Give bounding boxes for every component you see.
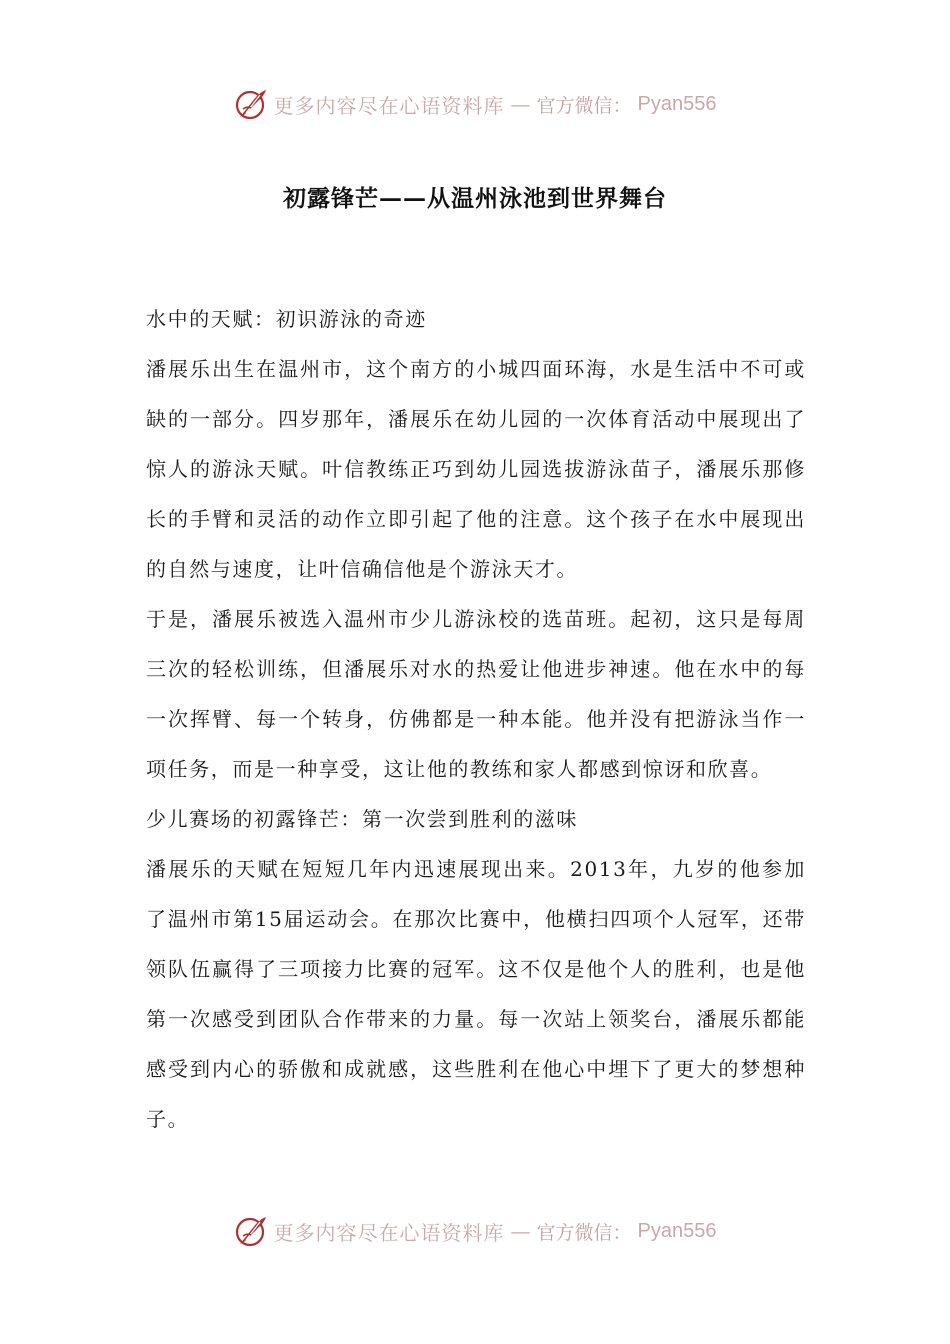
paragraph-2: 于是，潘展乐被选入温州市少儿游泳校的选苗班。起初，这只是每周三次的轻松训练，但潘展乐对水的热爱让他进步神速。他在水中的每一次挥臂、每一个转身，仿佛都是一种本能。他并没有把游泳当作一项任务，而是一种享受，这让他的教练和家人都感到惊讶和欣喜。 bbox=[146, 607, 806, 781]
section-heading-1: 水中的天赋：初识游泳的奇迹 bbox=[146, 307, 427, 331]
paragraph-3: 潘展乐的天赋在短短几年内迅速展现出来。2013年，九岁的他参加了温州市第15届运动会。在那次比赛中，他横扫四项个人冠军，还带领队伍赢得了三项接力比赛的冠军。这不仅是他个人的胜利，也是他第一次感受到团队合作带来的力量。每一次站上领奖台，潘展乐都能感受到内心的骄傲和成就感，这些胜利在他心中埋下了更大的梦想种子。 bbox=[146, 857, 806, 1131]
watermark-footer bbox=[0, 1211, 950, 1251]
document-body bbox=[146, 294, 806, 1144]
watermark-wechat-label: 官方微信： bbox=[536, 1221, 632, 1244]
watermark-text: 更多内容尽在心语资料库 bbox=[273, 1220, 505, 1245]
paragraph-1: 潘展乐出生在温州市，这个南方的小城四面环海，水是生活中不可或缺的一部分。四岁那年，潘展乐在幼儿园的一次体育活动中展现出了惊人的游泳天赋。叶信教练正巧到幼儿园选拔游泳苗子，潘展乐那修长的手臂和灵活的动作立即引起了他的注意。这个孩子在水中展现出的自然与速度，让叶信确信他是个游泳天才。 bbox=[146, 357, 806, 581]
watermark-dash: — bbox=[510, 1219, 531, 1243]
watermark-text: 更多内容尽在心语资料库 bbox=[273, 93, 505, 118]
watermark-wechat-id: Pyan556 bbox=[637, 92, 717, 115]
watermark-header bbox=[0, 84, 950, 124]
quill-logo-icon bbox=[234, 87, 268, 121]
section-heading-2: 少儿赛场的初露锋芒：第一次尝到胜利的滋味 bbox=[146, 807, 578, 831]
watermark-dash: — bbox=[510, 92, 531, 116]
watermark-wechat-label: 官方微信： bbox=[536, 94, 632, 117]
quill-logo-icon bbox=[234, 1214, 268, 1248]
watermark-wechat-id: Pyan556 bbox=[637, 1219, 717, 1242]
document-title: 初露锋芒——从温州泳池到世界舞台 bbox=[283, 185, 667, 212]
